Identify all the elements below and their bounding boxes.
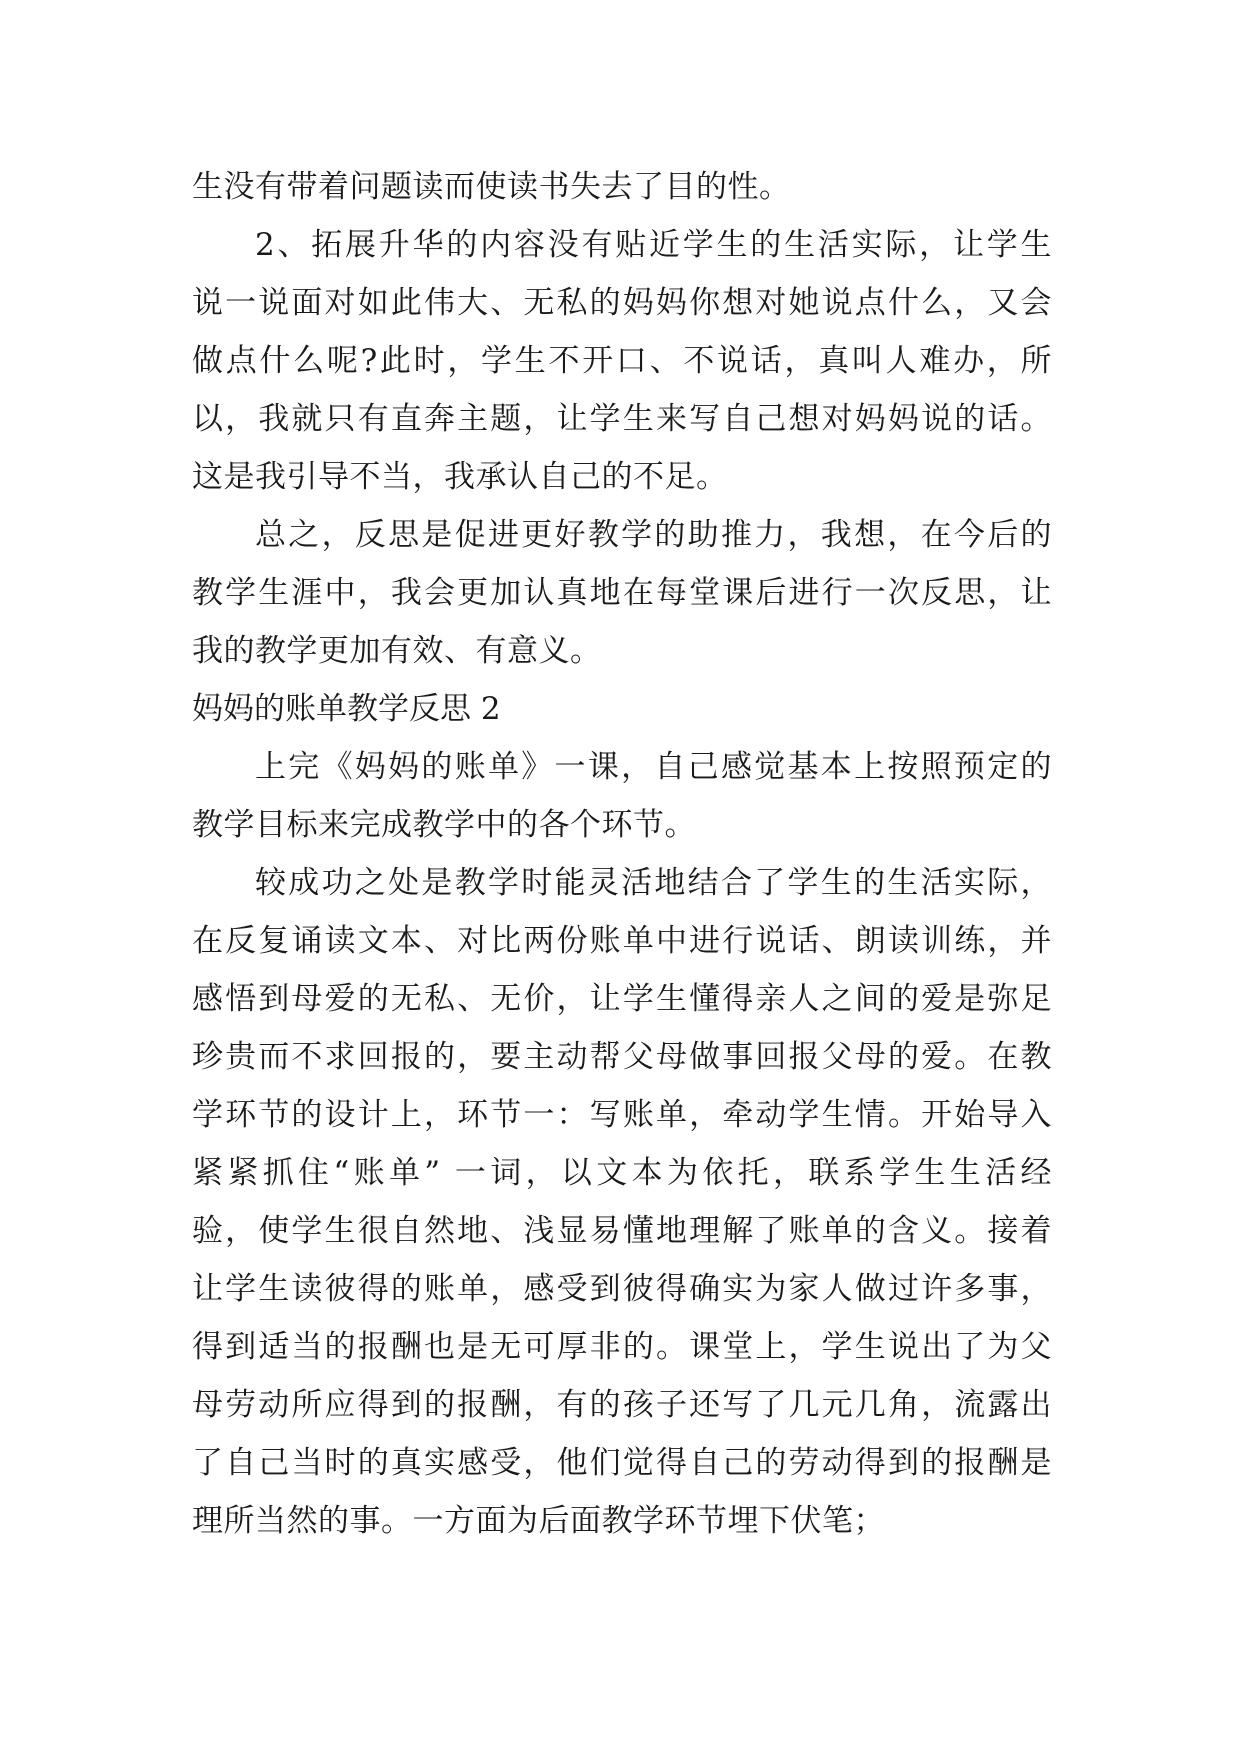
paragraph-line: 珍贵而不求回报的，要主动帮父母做事回报父母的爱。在教 xyxy=(192,1039,1052,1075)
paragraph-line: 紧紧抓住“账单” 一词，以文本为依托，联系学生生活经 xyxy=(192,1155,1052,1191)
paragraph-line: 验，使学生很自然地、浅显易懂地理解了账单的含义。接着 xyxy=(192,1213,1052,1249)
paragraph-line: 教学生涯中，我会更加认真地在每堂课后进行一次反思，让 xyxy=(192,575,1052,611)
paragraph-line: 以，我就只有直奔主题，让学生来写自己想对妈妈说的话。 xyxy=(192,401,1052,437)
paragraph-line: 总之，反思是促进更好教学的助推力，我想，在今后的 xyxy=(255,517,1052,553)
paragraph-line: 做点什么呢?此时，学生不开口、不说话，真叫人难办，所 xyxy=(192,343,1052,379)
paragraph-line: 得到适当的报酬也是无可厚非的。课堂上，学生说出了为父 xyxy=(192,1329,1052,1365)
paragraph-line: 我的教学更加有效、有意义。 xyxy=(192,633,602,669)
paragraph-line: 2、拓展升华的内容没有贴近学生的生活实际，让学生 xyxy=(255,227,1052,263)
section-heading: 妈妈的账单教学反思 2 xyxy=(192,691,501,727)
paragraph-line: 上完《妈妈的账单》一课，自己感觉基本上按照预定的 xyxy=(255,749,1052,785)
paragraph-line: 学环节的设计上，环节一：写账单，牵动学生情。开始导入 xyxy=(192,1097,1052,1133)
paragraph-line: 母劳动所应得到的报酬，有的孩子还写了几元几角，流露出 xyxy=(192,1387,1052,1423)
paragraph-line: 这是我引导不当，我承认自己的不足。 xyxy=(192,459,728,495)
paragraph-line: 说一说面对如此伟大、无私的妈妈你想对她说点什么，又会 xyxy=(192,285,1052,321)
paragraph-line: 感悟到母爱的无私、无价，让学生懂得亲人之间的爱是弥足 xyxy=(192,981,1052,1017)
paragraph-line: 理所当然的事。一方面为后面教学环节埋下伏笔； xyxy=(192,1503,885,1539)
paragraph-line: 生没有带着问题读而使读书失去了目的性。 xyxy=(192,169,791,205)
paragraph-line: 教学目标来完成教学中的各个环节。 xyxy=(192,807,696,843)
paragraph-line: 在反复诵读文本、对比两份账单中进行说话、朗读训练，并 xyxy=(192,923,1052,959)
paragraph-line: 了自己当时的真实感受，他们觉得自己的劳动得到的报酬是 xyxy=(192,1445,1052,1481)
paragraph-line: 让学生读彼得的账单，感受到彼得确实为家人做过许多事， xyxy=(192,1271,1052,1307)
paragraph-line: 较成功之处是教学时能灵活地结合了学生的生活实际， xyxy=(255,865,1052,901)
